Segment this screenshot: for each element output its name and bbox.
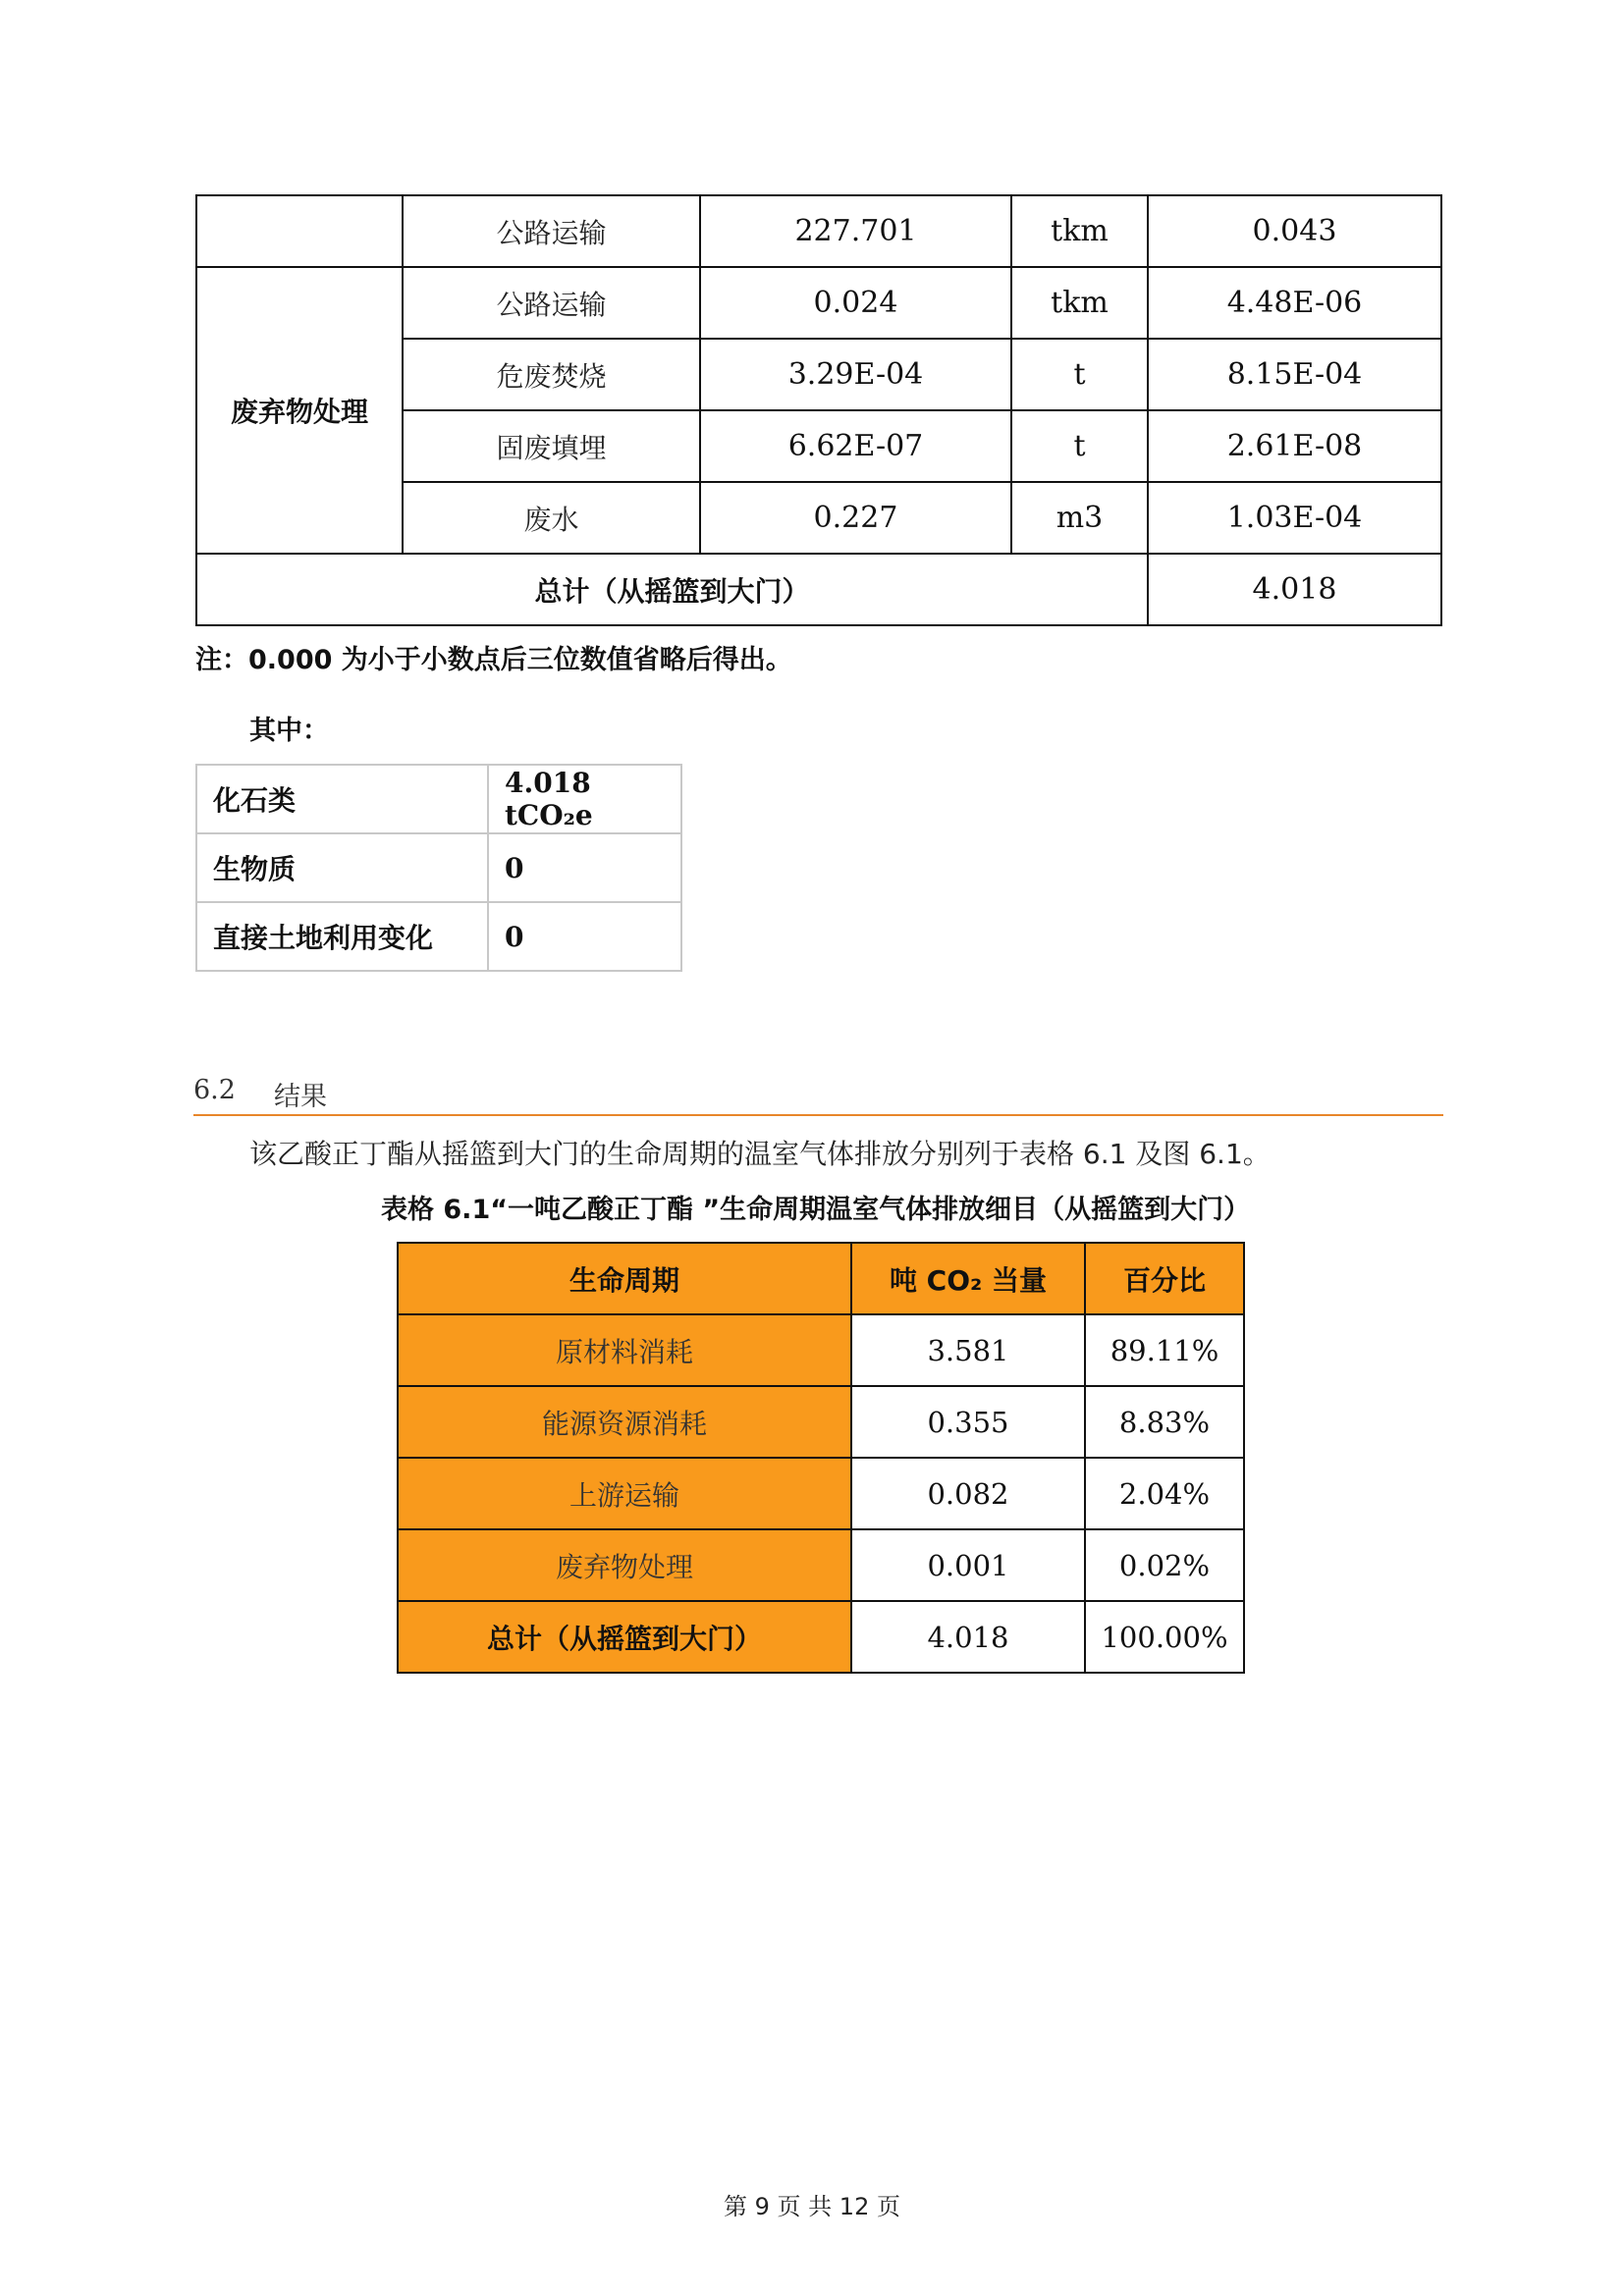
percent-cell: 100.00% xyxy=(1085,1601,1244,1673)
phase-cell: 总计（从摇篮到大门） xyxy=(398,1601,851,1673)
value-cell: 0.082 xyxy=(851,1458,1085,1529)
quantity-cell: 0.227 xyxy=(700,482,1011,554)
emission-cell: 4.48E-06 xyxy=(1148,267,1441,339)
section-title: 结果 xyxy=(274,1082,327,1112)
header-row xyxy=(398,1243,1244,1314)
empty-cell xyxy=(196,195,403,267)
emission-detail-table xyxy=(195,194,1442,626)
emission-cell: 1.03E-04 xyxy=(1148,482,1441,554)
table-caption: 表格 6.1“一吨乙酸正丁酯 ”生命周期温室气体排放细目（从摇篮到大门） xyxy=(381,1195,1251,1225)
table-row xyxy=(398,1314,1244,1386)
value-cell: 0.001 xyxy=(851,1529,1085,1601)
emission-type-table xyxy=(195,764,682,972)
table-row xyxy=(398,1458,1244,1529)
type-label-cell: 直接土地利用变化 xyxy=(196,902,488,971)
table-row xyxy=(196,765,681,833)
type-value-cell: 0 xyxy=(488,833,681,902)
section-heading xyxy=(193,1075,1443,1116)
phase-cell: 原材料消耗 xyxy=(398,1314,851,1386)
sub-item-cell: 危废焚烧 xyxy=(403,339,700,410)
column-header: 百分比 xyxy=(1085,1243,1244,1314)
quantity-cell: 0.024 xyxy=(700,267,1011,339)
sub-item-cell: 公路运输 xyxy=(403,195,700,267)
total-row xyxy=(398,1601,1244,1673)
phase-cell: 能源资源消耗 xyxy=(398,1386,851,1458)
value-cell: 0.355 xyxy=(851,1386,1085,1458)
section-number: 6.2 xyxy=(193,1075,236,1105)
column-header: 吨 CO₂ 当量 xyxy=(851,1243,1085,1314)
unit-cell: tkm xyxy=(1011,195,1148,267)
type-label-cell: 生物质 xyxy=(196,833,488,902)
unit-cell: t xyxy=(1011,410,1148,482)
table-row xyxy=(196,195,1441,267)
page-footer: 第 9 页 共 12 页 xyxy=(724,2193,900,2220)
unit-cell: t xyxy=(1011,339,1148,410)
table-row xyxy=(196,833,681,902)
percent-cell: 0.02% xyxy=(1085,1529,1244,1601)
table-row xyxy=(398,1529,1244,1601)
percent-cell: 8.83% xyxy=(1085,1386,1244,1458)
emission-cell: 0.043 xyxy=(1148,195,1441,267)
quantity-cell: 3.29E-04 xyxy=(700,339,1011,410)
sub-item-cell: 固废填埋 xyxy=(403,410,700,482)
quantity-cell: 227.701 xyxy=(700,195,1011,267)
total-label-cell: 总计（从摇篮到大门） xyxy=(196,554,1148,625)
sub-item-cell: 废水 xyxy=(403,482,700,554)
table-row xyxy=(196,902,681,971)
table-row xyxy=(398,1386,1244,1458)
column-header: 生命周期 xyxy=(398,1243,851,1314)
type-label-cell: 化石类 xyxy=(196,765,488,833)
table-row xyxy=(196,267,1441,339)
phase-cell: 上游运输 xyxy=(398,1458,851,1529)
unit-cell: tkm xyxy=(1011,267,1148,339)
unit-cell: m3 xyxy=(1011,482,1148,554)
percent-cell: 89.11% xyxy=(1085,1314,1244,1386)
type-value-cell: 0 xyxy=(488,902,681,971)
group-label-cell: 废弃物处理 xyxy=(196,267,403,554)
value-cell: 3.581 xyxy=(851,1314,1085,1386)
total-value-cell: 4.018 xyxy=(1148,554,1441,625)
value-cell: 4.018 xyxy=(851,1601,1085,1673)
emission-cell: 2.61E-08 xyxy=(1148,410,1441,482)
body-paragraph: 该乙酸正丁酯从摇篮到大门的生命周期的温室气体排放分别列于表格 6.1 及图 6.1。 xyxy=(249,1138,1271,1170)
among-label: 其中： xyxy=(249,716,329,746)
quantity-cell: 6.62E-07 xyxy=(700,410,1011,482)
type-value-cell: 4.018 tCO₂e xyxy=(488,765,681,833)
result-table xyxy=(397,1242,1245,1674)
sub-item-cell: 公路运输 xyxy=(403,267,700,339)
percent-cell: 2.04% xyxy=(1085,1458,1244,1529)
total-row xyxy=(196,554,1441,625)
table-note: 注：0.000 为小于小数点后三位数值省略后得出。 xyxy=(195,645,792,675)
emission-cell: 8.15E-04 xyxy=(1148,339,1441,410)
phase-cell: 废弃物处理 xyxy=(398,1529,851,1601)
